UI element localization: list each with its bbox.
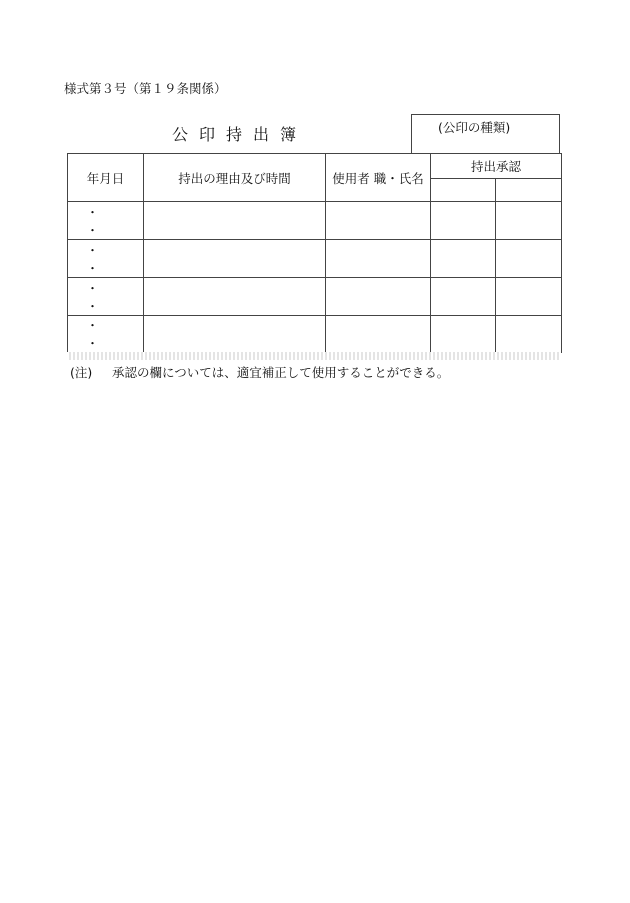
header-date: 年月日 <box>68 154 144 202</box>
user-cell[interactable] <box>326 278 431 316</box>
date-cell[interactable]: ・ ・ <box>68 202 144 240</box>
approval-cell-1 <box>431 179 496 202</box>
footnote-mark: (注) <box>70 365 93 380</box>
table-header-row <box>68 154 562 179</box>
approval-cell[interactable] <box>496 278 562 316</box>
date-cell[interactable]: ・ ・ <box>68 278 144 316</box>
table-row <box>68 202 562 240</box>
approval-cell-2 <box>496 179 562 202</box>
user-cell[interactable] <box>326 240 431 278</box>
header-approval: 持出承認 <box>431 154 562 179</box>
approval-cell[interactable] <box>431 316 496 353</box>
document-title: 公印持出簿 <box>172 125 308 144</box>
approval-cell[interactable] <box>496 202 562 240</box>
form-number-label: 様式第３号（第１９条関係） <box>64 81 227 96</box>
user-cell[interactable] <box>326 316 431 353</box>
header-user: 使用者 職・氏名 <box>326 154 431 202</box>
approval-cell[interactable] <box>431 202 496 240</box>
footnote <box>70 363 449 381</box>
date-cell[interactable]: ・ ・ <box>68 240 144 278</box>
table-row <box>68 316 562 353</box>
reason-time-cell[interactable] <box>144 202 326 240</box>
reason-time-cell[interactable] <box>144 316 326 353</box>
table-row <box>68 278 562 316</box>
approval-cell[interactable] <box>431 278 496 316</box>
approval-cell[interactable] <box>496 316 562 353</box>
reason-time-cell[interactable] <box>144 278 326 316</box>
user-cell[interactable] <box>326 202 431 240</box>
seal-type-label: (公印の種類) <box>438 120 511 135</box>
torn-edge-divider <box>67 352 561 360</box>
header-reason-time: 持出の理由及び時間 <box>144 154 326 202</box>
footnote-text: 承認の欄については、適宜補正して使用することができる。 <box>112 365 450 380</box>
date-cell[interactable]: ・ ・ <box>68 316 144 353</box>
seal-type-box <box>411 114 560 154</box>
table-row <box>68 240 562 278</box>
reason-time-cell[interactable] <box>144 240 326 278</box>
approval-cell[interactable] <box>431 240 496 278</box>
checkout-log-table <box>67 153 562 353</box>
approval-cell[interactable] <box>496 240 562 278</box>
